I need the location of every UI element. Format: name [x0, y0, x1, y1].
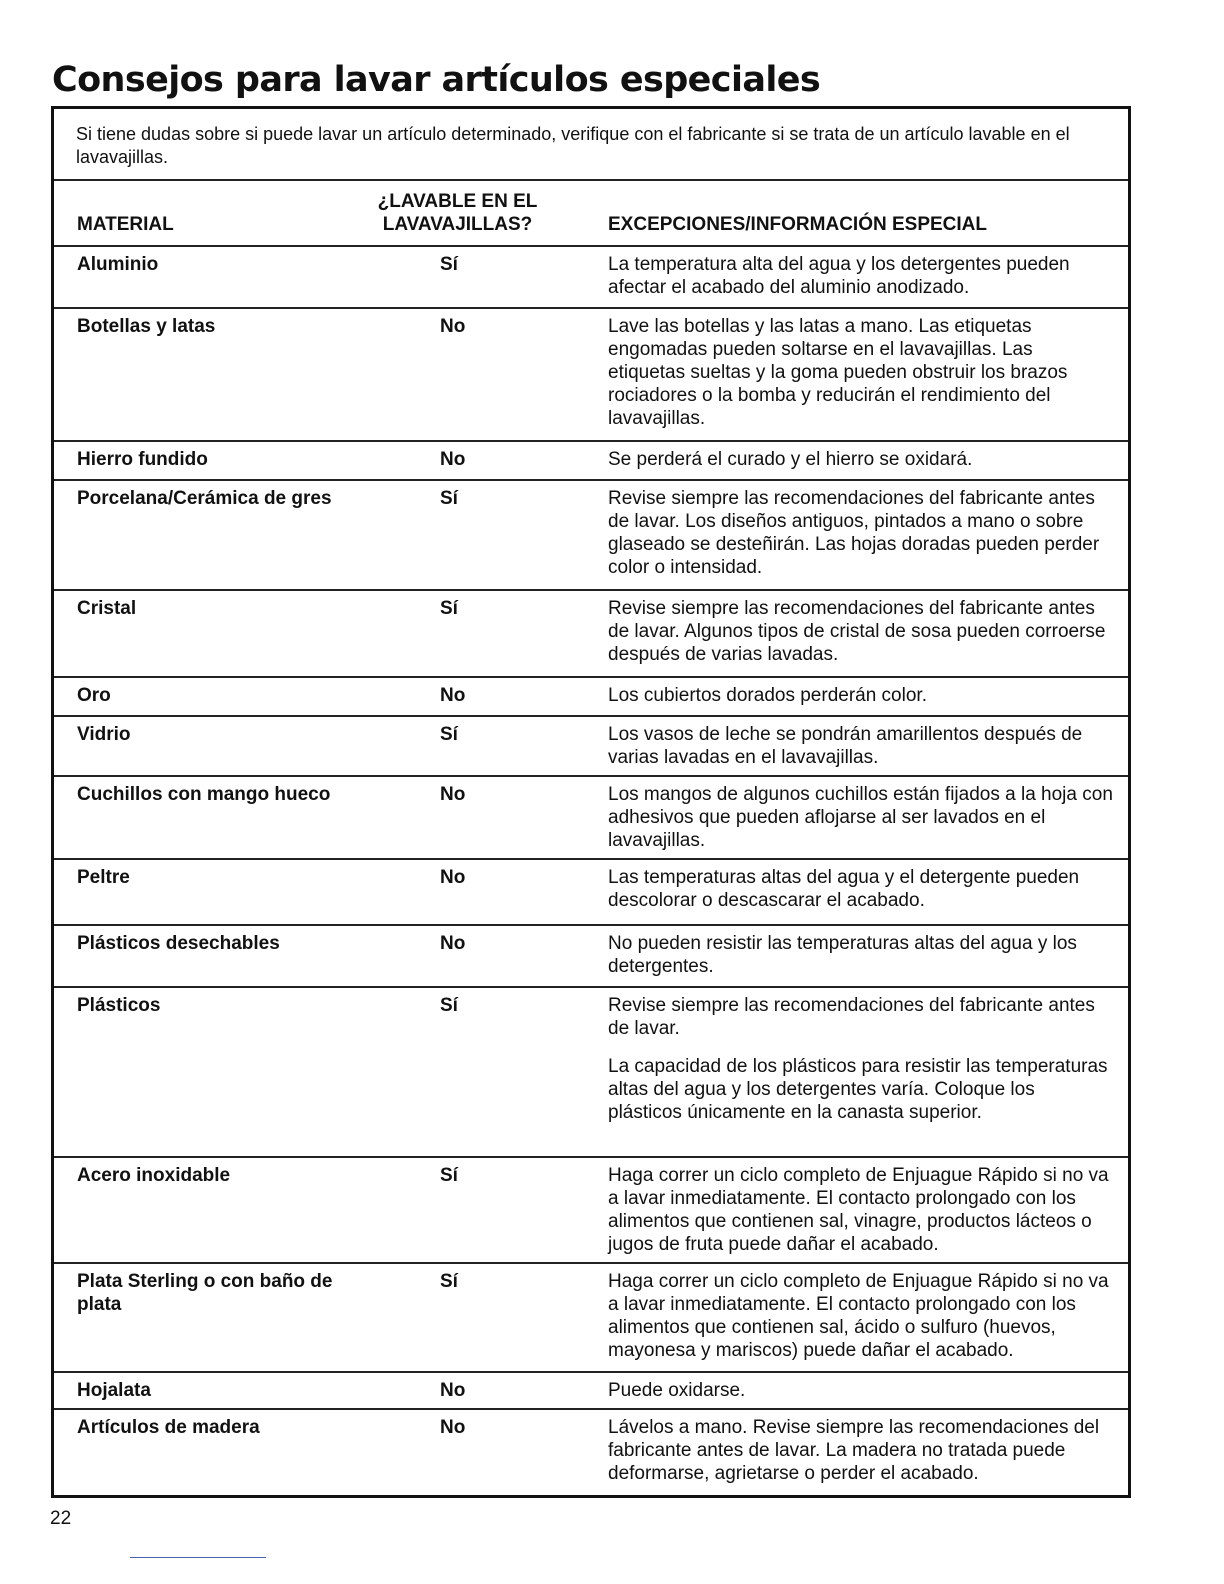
row-washable: Sí	[440, 724, 458, 745]
row-material: Peltre	[77, 867, 130, 888]
row-material: Plásticos desechables	[77, 933, 280, 954]
row-exception-paragraph: Revise siempre las recomendaciones del fabricante antes de lavar. Los diseños antiguos, pintados a mano o sobre glaseado se desteñirán. Las hojas doradas pueden perder color o intensidad.	[608, 488, 1100, 578]
row-material: Hojalata	[77, 1380, 151, 1401]
row-washable: Sí	[440, 995, 458, 1016]
row-material: Cuchillos con mango hueco	[77, 784, 331, 805]
row-washable: No	[440, 685, 466, 706]
header-divider	[54, 179, 1128, 181]
row-exception-paragraph: Haga correr un ciclo completo de Enjuague Rápido si no va a lavar inmediatamente. El contacto prolongado con los alimentos que contienen sal, vinagre, productos lácteos o jugos de fruta puede dañar el acabado.	[608, 1165, 1109, 1255]
row-exception-paragraph: Se perderá el curado y el hierro se oxidará.	[608, 449, 973, 470]
header-dishwasher-line1: ¿LAVABLE EN EL	[377, 191, 538, 212]
row-exception-paragraph: Lave las botellas y las latas a mano. Las etiquetas engomadas pueden soltarse en el lavavajillas. Las etiquetas sueltas y la goma pueden obstruir los brazos rociadores o la bomba y reducirán el rendimiento del lavavajillas.	[608, 316, 1068, 429]
row-exceptions	[608, 487, 1113, 579]
row-divider	[54, 589, 1128, 591]
row-exception-paragraph: Las temperaturas altas del agua y el detergente pueden descolorar o descascarar el acabado.	[608, 867, 1080, 911]
row-material: Plásticos	[77, 995, 161, 1016]
row-exceptions	[608, 783, 1113, 852]
row-material: Plata Sterling o con baño de plata	[77, 1271, 333, 1315]
row-divider	[54, 440, 1128, 442]
header-dishwasher-line2: LAVAVAJILLAS?	[382, 214, 533, 235]
row-washable: Sí	[440, 598, 458, 619]
header-dishwasher-safe	[340, 190, 575, 236]
row-washable: No	[440, 1417, 466, 1438]
row-washable: Sí	[440, 1271, 458, 1292]
row-washable: Sí	[440, 1165, 458, 1186]
row-exceptions	[608, 253, 1113, 299]
row-washable: No	[440, 449, 466, 470]
row-material: Cristal	[77, 598, 137, 619]
row-divider	[54, 1408, 1128, 1410]
row-exceptions	[608, 1164, 1113, 1256]
row-divider	[54, 858, 1128, 860]
row-divider	[54, 676, 1128, 678]
row-divider	[54, 245, 1128, 247]
row-exceptions	[608, 1379, 1113, 1402]
row-exceptions	[608, 723, 1113, 769]
row-material: Oro	[77, 685, 111, 706]
row-divider	[54, 715, 1128, 717]
row-material: Aluminio	[77, 254, 159, 275]
row-material: Porcelana/Cerámica de gres	[77, 488, 332, 509]
row-exceptions	[608, 448, 1113, 471]
row-exceptions	[608, 1270, 1113, 1362]
row-exception-paragraph: La temperatura alta del agua y los detergentes pueden afectar el acabado del aluminio anodizado.	[608, 254, 1070, 298]
footer-line	[130, 1557, 266, 1558]
row-washable: No	[440, 867, 466, 888]
row-exception-paragraph: Los vasos de leche se pondrán amarillentos después de varias lavadas en el lavavajillas.	[608, 724, 1083, 768]
row-divider	[54, 1262, 1128, 1264]
row-divider	[54, 924, 1128, 926]
row-divider	[54, 1156, 1128, 1158]
row-exception-paragraph: La capacidad de los plásticos para resistir las temperaturas altas del agua y los detergentes varía. Coloque los plásticos únicamente en la canasta superior.	[608, 1056, 1108, 1123]
row-material: Hierro fundido	[77, 449, 208, 470]
page-title: Consejos para lavar artículos especiales	[52, 60, 821, 100]
row-exception-paragraph: Los mangos de algunos cuchillos están fijados a la hoja con adhesivos que pueden aflojarse al ser lavados en el lavavajillas.	[608, 784, 1113, 851]
row-washable: No	[440, 784, 466, 805]
row-washable: No	[440, 1380, 466, 1401]
row-divider	[54, 307, 1128, 309]
header-material: MATERIAL	[77, 214, 174, 235]
row-exceptions	[608, 932, 1113, 978]
row-material: Artículos de madera	[77, 1417, 260, 1438]
row-exception-paragraph: Los cubiertos dorados perderán color.	[608, 685, 927, 706]
row-material: Botellas y latas	[77, 316, 216, 337]
row-exceptions	[608, 315, 1113, 430]
row-washable: Sí	[440, 488, 458, 509]
row-exception-paragraph: Puede oxidarse.	[608, 1380, 746, 1401]
row-exception-paragraph: Lávelos a mano. Revise siempre las recomendaciones del fabricante antes de lavar. La madera no tratada puede deformarse, agrietarse o perder el acabado.	[608, 1417, 1100, 1484]
row-exceptions	[608, 597, 1113, 666]
row-exception-paragraph: Revise siempre las recomendaciones del fabricante antes de lavar. Algunos tipos de cristal de sosa pueden corroerse después de varias lavadas.	[608, 598, 1106, 665]
row-washable: No	[440, 933, 466, 954]
page-number: 22	[50, 1508, 72, 1529]
row-material: Vidrio	[77, 724, 131, 745]
row-exceptions	[608, 866, 1113, 912]
row-divider	[54, 1371, 1128, 1373]
intro-text: Si tiene dudas sobre si puede lavar un artículo determinado, verifique con el fabricante si se trata de un artículo lavable en el lavavajillas.	[76, 124, 1070, 167]
row-exception-paragraph: No pueden resistir las temperaturas altas del agua y los detergentes.	[608, 933, 1077, 977]
row-exception-paragraph: Revise siempre las recomendaciones del fabricante antes de lavar.	[608, 995, 1095, 1039]
row-exceptions	[608, 1416, 1113, 1485]
row-exceptions	[608, 684, 1113, 707]
header-exceptions: EXCEPCIONES/INFORMACIÓN ESPECIAL	[608, 214, 987, 235]
row-material: Acero inoxidable	[77, 1165, 231, 1186]
row-exception-paragraph: Haga correr un ciclo completo de Enjuague Rápido si no va a lavar inmediatamente. El contacto prolongado con los alimentos que contienen sal, ácido o sulfuro (huevos, mayonesa y mariscos) puede dañar el acabado.	[608, 1271, 1109, 1361]
row-divider	[54, 775, 1128, 777]
row-washable: Sí	[440, 254, 458, 275]
row-divider	[54, 986, 1128, 988]
row-exceptions	[608, 994, 1113, 1124]
row-divider	[54, 479, 1128, 481]
row-washable: No	[440, 316, 466, 337]
